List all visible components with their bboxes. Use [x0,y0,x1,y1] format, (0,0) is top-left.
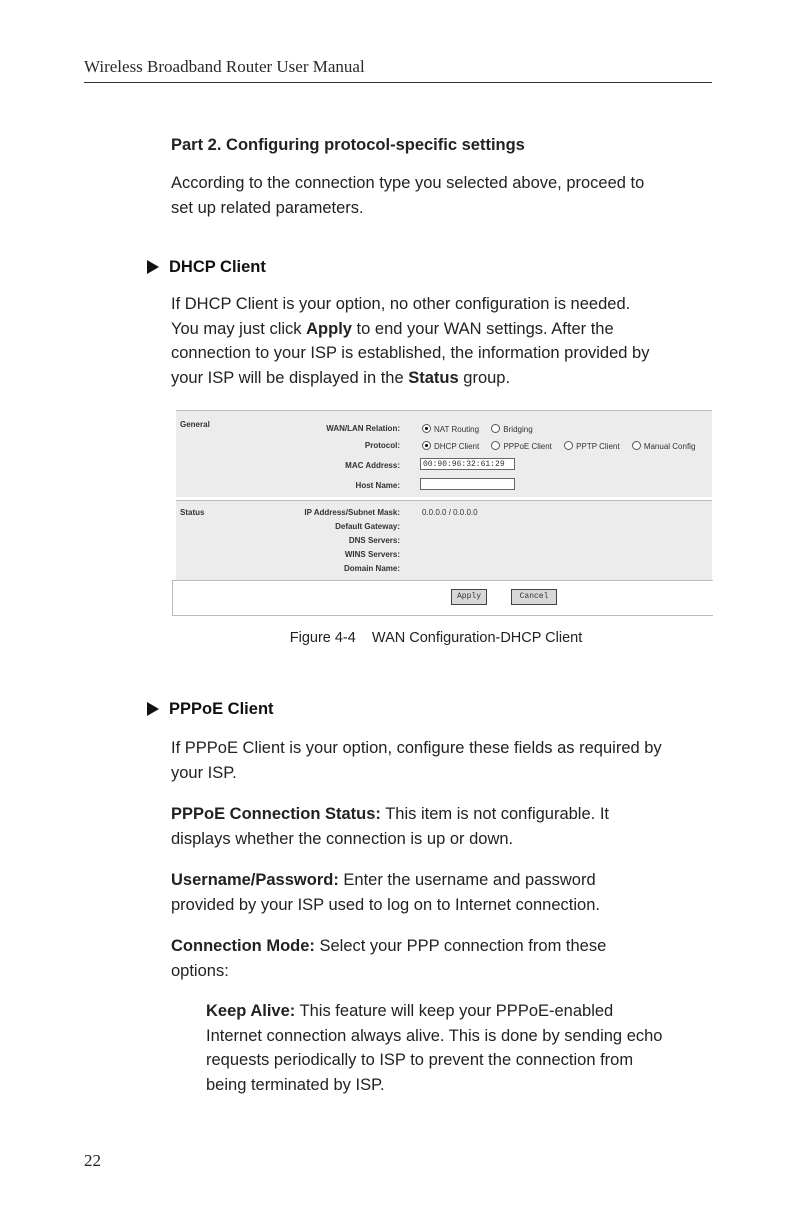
connection-mode-term: Connection Mode: [171,937,315,955]
dhcp-line-1: If DHCP Client is your option, no other configuration is needed. [171,295,631,313]
username-password-term: Username/Password: [171,871,339,889]
button-bar [172,580,713,616]
mac-address-label: MAC Address: [345,461,400,470]
username-line-2: provided by your ISP used to log on to Internet connection. [171,895,600,914]
dhcp-line-4 [171,366,716,391]
connection-mode-text: Select your PPP connection from these [314,937,607,955]
pppoe-status-line-2: displays whether the connection is up or down. [171,829,514,848]
dhcp-line-3: connection to your ISP is established, the information provided by [171,344,650,362]
pppoe-paragraph [171,736,716,785]
dhcp-paragraph [171,292,716,390]
protocol-label: Protocol: [364,441,400,450]
part2-paragraph [171,171,716,220]
triangle-bullet-icon [147,702,159,716]
figure-caption: Figure 4-4 WAN Configuration-DHCP Client [289,630,583,646]
pppoe-status-text: This item is not configurable. It [380,805,609,823]
host-name-label: Host Name: [355,481,400,490]
status-section [176,500,712,585]
wan-lan-label: WAN/LAN Relation: [326,424,400,433]
part2-heading: Part 2. Configuring protocol-specific settings [171,136,525,154]
part2-line-1: According to the connection type you selected above, proceed to [171,174,645,192]
default-gateway-label: Default Gateway: [335,522,400,531]
header-divider [84,82,712,83]
manual-config-label: Manual Config [643,442,696,451]
keep-alive-line-1 [206,999,716,1024]
apply-button[interactable]: Apply [451,589,487,605]
dhcp-line-2 [171,317,716,342]
dhcp-client-label: DHCP Client [434,442,480,451]
connection-mode-paragraph [171,934,716,983]
part2-line-2: set up related parameters. [171,198,364,217]
pppoe-status-paragraph [171,802,716,851]
domain-name-label: Domain Name: [343,564,400,573]
keep-alive-text: This feature will keep your PPPoE-enabled [295,1002,614,1020]
dhcp-text: to end your WAN settings. After the [351,319,614,338]
username-line-1 [171,868,716,893]
connection-mode-line-1 [171,934,716,959]
running-header: Wireless Broadband Router User Manual [84,57,365,76]
ip-subnet-value: 0.0.0.0 / 0.0.0.0 [422,508,478,517]
dhcp-text: group. [458,368,511,387]
triangle-bullet-icon [147,260,159,274]
page-number: 22 [84,1151,101,1170]
dhcp-heading-text: DHCP Client [169,258,266,276]
pppoe-heading [147,700,274,719]
mac-address-input[interactable]: 00:90:96:32:61:29 [420,458,515,470]
ip-subnet-label: IP Address/Subnet Mask: [304,508,400,517]
general-group-label: General [180,420,210,429]
keep-alive-line-4: being terminated by ISP. [206,1075,385,1094]
pppoe-status-line-1 [171,802,716,827]
dhcp-heading [147,258,266,277]
pppoe-line-1: If PPPoE Client is your option, configure these fields as required by [171,739,662,757]
bridging-label: Bridging [503,425,533,434]
pppoe-line-2: your ISP. [171,763,237,782]
bridging-radio[interactable] [491,424,500,433]
username-text: Enter the username and password [338,871,596,889]
keep-alive-line-2: Internet connection always alive. This is done by sending echo [206,1026,663,1045]
wan-config-figure [172,410,712,616]
keep-alive-term: Keep Alive: [206,1002,296,1020]
apply-term: Apply [306,319,352,338]
status-group-label: Status [180,508,205,517]
cancel-button[interactable]: Cancel [511,589,557,605]
manual-config-radio[interactable] [632,441,641,450]
keep-alive-line-3: requests periodically to ISP to prevent the connection from [206,1051,634,1069]
host-name-input[interactable] [420,478,515,490]
wins-servers-label: WINS Servers: [344,550,400,559]
dhcp-text: your ISP will be displayed in the [171,368,409,387]
pppoe-client-radio[interactable] [491,441,500,450]
status-term: Status [408,368,459,387]
dhcp-client-radio[interactable] [422,441,431,450]
connection-mode-line-2: options: [171,961,229,980]
pptp-client-radio[interactable] [564,441,573,450]
username-password-paragraph [171,868,716,917]
dhcp-text: You may just click [171,319,307,338]
pptp-client-label: PPTP Client [576,442,620,451]
pppoe-status-term: PPPoE Connection Status: [171,805,381,823]
keep-alive-paragraph [206,999,716,1097]
wan-lan-options [422,424,533,434]
nat-routing-radio[interactable] [422,424,431,433]
nat-routing-label: NAT Routing [434,425,480,434]
dns-servers-label: DNS Servers: [348,536,400,545]
pppoe-heading-text: PPPoE Client [169,700,274,718]
pppoe-client-label: PPPoE Client [503,442,552,451]
general-section [176,410,712,497]
protocol-options [422,441,695,451]
